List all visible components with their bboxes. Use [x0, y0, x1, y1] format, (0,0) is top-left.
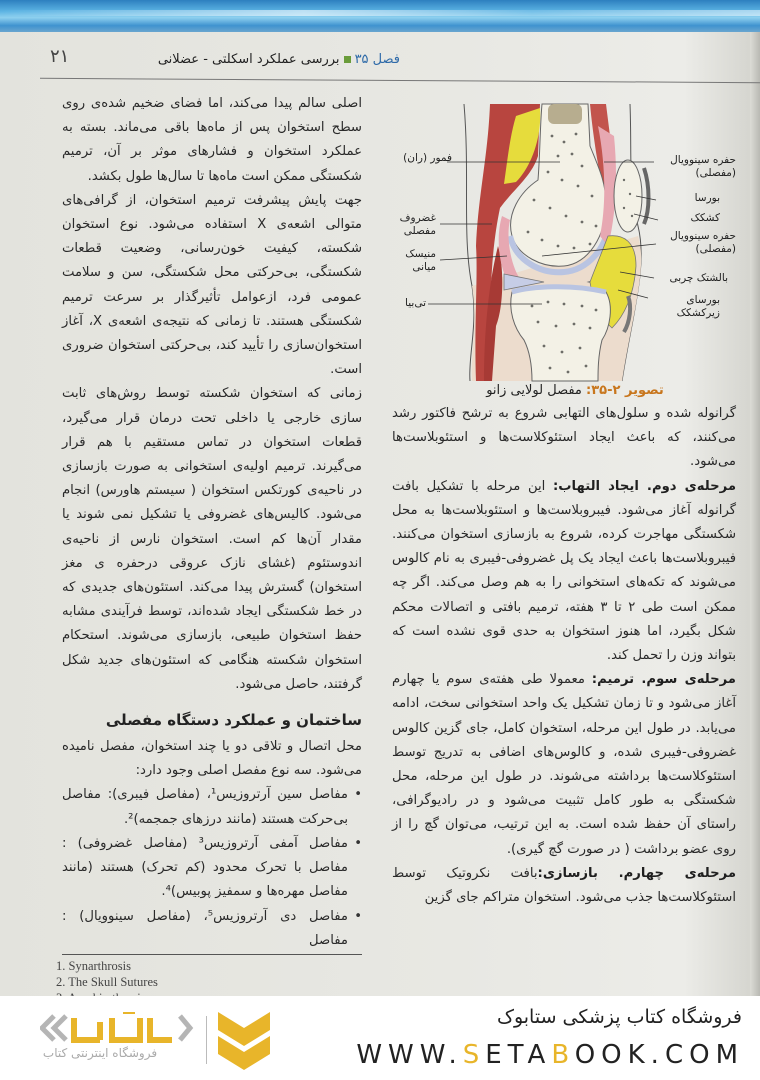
- label-line: بورسای: [686, 294, 720, 306]
- url-part-accent: B: [551, 1040, 575, 1070]
- stage-4-text: بافت نکروتیک توسط استئوکلاست‌ها جذب می‌شود. استخوان متراکم جای گزین: [392, 865, 736, 906]
- stage-3-paragraph: [392, 668, 736, 862]
- label-line: (مفصلی): [695, 243, 736, 255]
- label-line: منیسک: [405, 248, 436, 260]
- label-infrapatellar-bursa: [677, 294, 720, 320]
- stage-4-paragraph: [392, 862, 736, 910]
- section-intro: محل اتصال و تلاقی دو یا چند استخوان، مفصل نامیده می‌شود. سه نوع مفصل اصلی وجود دارد:: [62, 739, 362, 779]
- figure-number: تصویر ۲-۳۵:: [586, 383, 664, 398]
- stage-2-paragraph: [392, 475, 736, 669]
- logo-subtitle: فروشگاه اینترنتی کتاب: [42, 1046, 158, 1060]
- stage-2-text: این مرحله با تشکیل بافت گرانوله آغاز می‌شود. فیبروبلاست‌ها و استئوبلاست‌ها به محل شکستگی مهاجرت کرده، شروع به بازسازی استخوان می‌کنند. فیبروبلاست‌ها باعث ایجاد یک پل غضروفی-فیبری به نام کالوس می‌شوند که تکه‌های استخوانی را به هم وصل می‌کند. اگر چه ممکن است طی ۲ تا ۳ هفته، ترمیم بافتی و اتصالات محکم شکل بگیرد، اما هنوز استخوان به حدی قوی نشده است که بتواند وزن را تحمل کند.: [392, 478, 736, 664]
- chapter-title: بررسی عملکرد اسکلتی - عضلانی: [157, 52, 340, 67]
- figure-caption-text: مفصل لولایی زانو: [486, 383, 587, 398]
- paragraph: گرانوله شده و سلول‌های التهابی شروع به ترشح فاکتور رشد می‌کنند، که باعث ایجاد استئوکلاست‌ها و استئوبلاست‌ها می‌شود.: [392, 406, 736, 470]
- right-column: [392, 402, 736, 910]
- label-medial-meniscus: [405, 248, 436, 274]
- url-part-accent: S: [462, 1040, 486, 1070]
- label-line: مفصلی: [403, 225, 436, 237]
- label-bursa: بورسا: [694, 192, 720, 204]
- url-part: WWW.: [356, 1040, 463, 1070]
- url-part: ETA: [485, 1040, 552, 1070]
- label-line: زیرکشکک: [676, 307, 720, 319]
- stage-2-title: مرحله‌ی دوم. ایجاد التهاب:: [553, 478, 736, 494]
- store-url[interactable]: [356, 1040, 744, 1070]
- logo-divider: [206, 1016, 207, 1064]
- label-line: میانی: [412, 261, 436, 273]
- running-head: [150, 52, 400, 67]
- left-column: [62, 92, 362, 953]
- list-item: • مفاصل سین آرتروزیس¹، (مفاصل فیبری): مفاصل بی‌حرکت هستند (مانند درزهای جمجمه)².: [62, 783, 362, 831]
- label-line: حفره سینوویال: [670, 154, 736, 166]
- label-synovial-cavity-mid: [670, 230, 736, 256]
- setabook-logo-icon: [40, 1006, 270, 1072]
- square-bullet-icon: [344, 56, 351, 63]
- top-decorative-band: [0, 0, 760, 32]
- stage-3-text: معمولا طی هفته‌ی سوم یا چهارم آغاز می‌شود و تا زمان تشکیل یک واحد استخوانی سخت، ادامه می‌یابد. در طول این مرحله، استخوان کامل، جای گزین کالوس غضروفی-فیبری شده، و کالوس‌های اضافی به تدریج توسط استئوکلاست‌ها برداشته می‌شوند. در طول این مرحله، محل شکستگی به طور کامل تثبیت می‌شود و در رادیوگرافی، راستای آن حفظ شده است. به این ترتیب، می‌توان گچ را از روی عضو برداشت ( در صورت گچ گیری).: [392, 672, 736, 857]
- stage-3-title: مرحله‌ی سوم. ترمیم:: [591, 672, 736, 688]
- footnote-rule: [62, 954, 362, 955]
- page-number: ۲۱: [50, 46, 70, 67]
- figure-caption: [425, 383, 725, 398]
- page-edge-shadow: [750, 32, 760, 996]
- label-fat-pad: بالشتک چربی: [669, 272, 728, 284]
- store-name: فروشگاه کتاب پزشکی ستابوک: [496, 1006, 742, 1028]
- list-item: • مفاصل دی آرتروزیس⁵، (مفاصل سینوویال) : مفاصل: [62, 905, 362, 953]
- url-part: OOK.COM: [574, 1040, 744, 1070]
- label-line: (مفصلی): [695, 167, 736, 179]
- paragraph: زمانی که استخوان شکسته توسط روش‌های ثابت سازی خارجی یا داخلی تحت درمان قرار می‌گیرد، قطعات استخوان در تماس مستقیم با هم قرار می‌گیرند. ترمیم اولیه‌ی استخوانی به صورت بازسازی در ناحیه‌ی کورتکس استخوان ( سیستم هاورس) انجام می‌شود. کالیس‌های غضروفی یا تشکیل نمی شوند یا مقدار آن‌ها کم است. استخوان نارس از ناحیه‌ی اندوستئوم (غشای نازک عروقی درحفره ی مغز استخوان) گسترش پیدا می‌کند. استئون‌های جدیدی که در خط شکستگی ایجاد شده‌اند، توسط فرآیندی مشابه حفظ استخوان طبیعی، بازسازی می‌شوند. استحکام استخوان شکسته هنگامی که استئون‌های جدید شکل گرفتند، حاصل می‌شود.: [62, 386, 362, 692]
- chapter-label: فصل ۳۵: [354, 52, 400, 67]
- section-heading: ساختمان و عملکرد دستگاه مفصلی: [105, 711, 362, 730]
- label-synovial-cavity-top: [670, 154, 736, 180]
- footnote: 1. Synarthrosis: [56, 959, 131, 973]
- paragraph: اصلی سالم پیدا می‌کند، اما فضای ضخیم شده‌ی روی سطح استخوان پس از ماه‌ها باقی می‌ماند. بسته به عملکرد استخوان و فشارهای موثر بر آن، ترمیم شکستگی ممکن است ماه‌ها تا سال‌ها طول بکشد.: [62, 96, 362, 184]
- knee-joint-figure: [392, 96, 742, 386]
- label-articular-cartilage: [400, 212, 436, 238]
- label-femur: فمور (ران): [403, 152, 452, 164]
- footnote: 2. The Skull Sutures: [56, 975, 158, 989]
- paragraph: جهت پایش پیشرفت ترمیم استخوان، از گرافی‌های متوالی اشعه‌ی X استفاده می‌شود. نوع استخوان شکسته، کیفیت خون‌رسانی، وضعیت قطعات شکستگی، بی‌حرکتی محل شکستگی، سن و سلامت عمومی فرد، ازعوامل تأثیرگذار بر سرعت ترمیم شکستگی هستند. تا زمانی که نتیجه‌ی اشعه‌ی X، آغاز استخوان‌سازی را تأیید کند، بی‌حرکتی استخوان ضروری است.: [62, 192, 362, 378]
- page-header: [30, 40, 740, 72]
- label-tibia: تی‌بیا: [405, 297, 426, 309]
- label-line: غضروف: [399, 212, 436, 224]
- stage-4-title: مرحله‌ی چهارم. بازسازی:: [537, 865, 736, 881]
- list-item: • مفاصل آمفی آرتروزیس³ (مفاصل غضروفی) : مفاصل با تحرک محدود (کم تحرک) هستند (مانند مفاصل مهره‌ها و سمفیز پوبیس)⁴.: [62, 832, 362, 905]
- joint-types-list: [62, 783, 362, 952]
- label-line: حفره سینوویال: [670, 230, 736, 242]
- store-footer: [0, 996, 760, 1080]
- label-patella: کشکک: [690, 212, 720, 224]
